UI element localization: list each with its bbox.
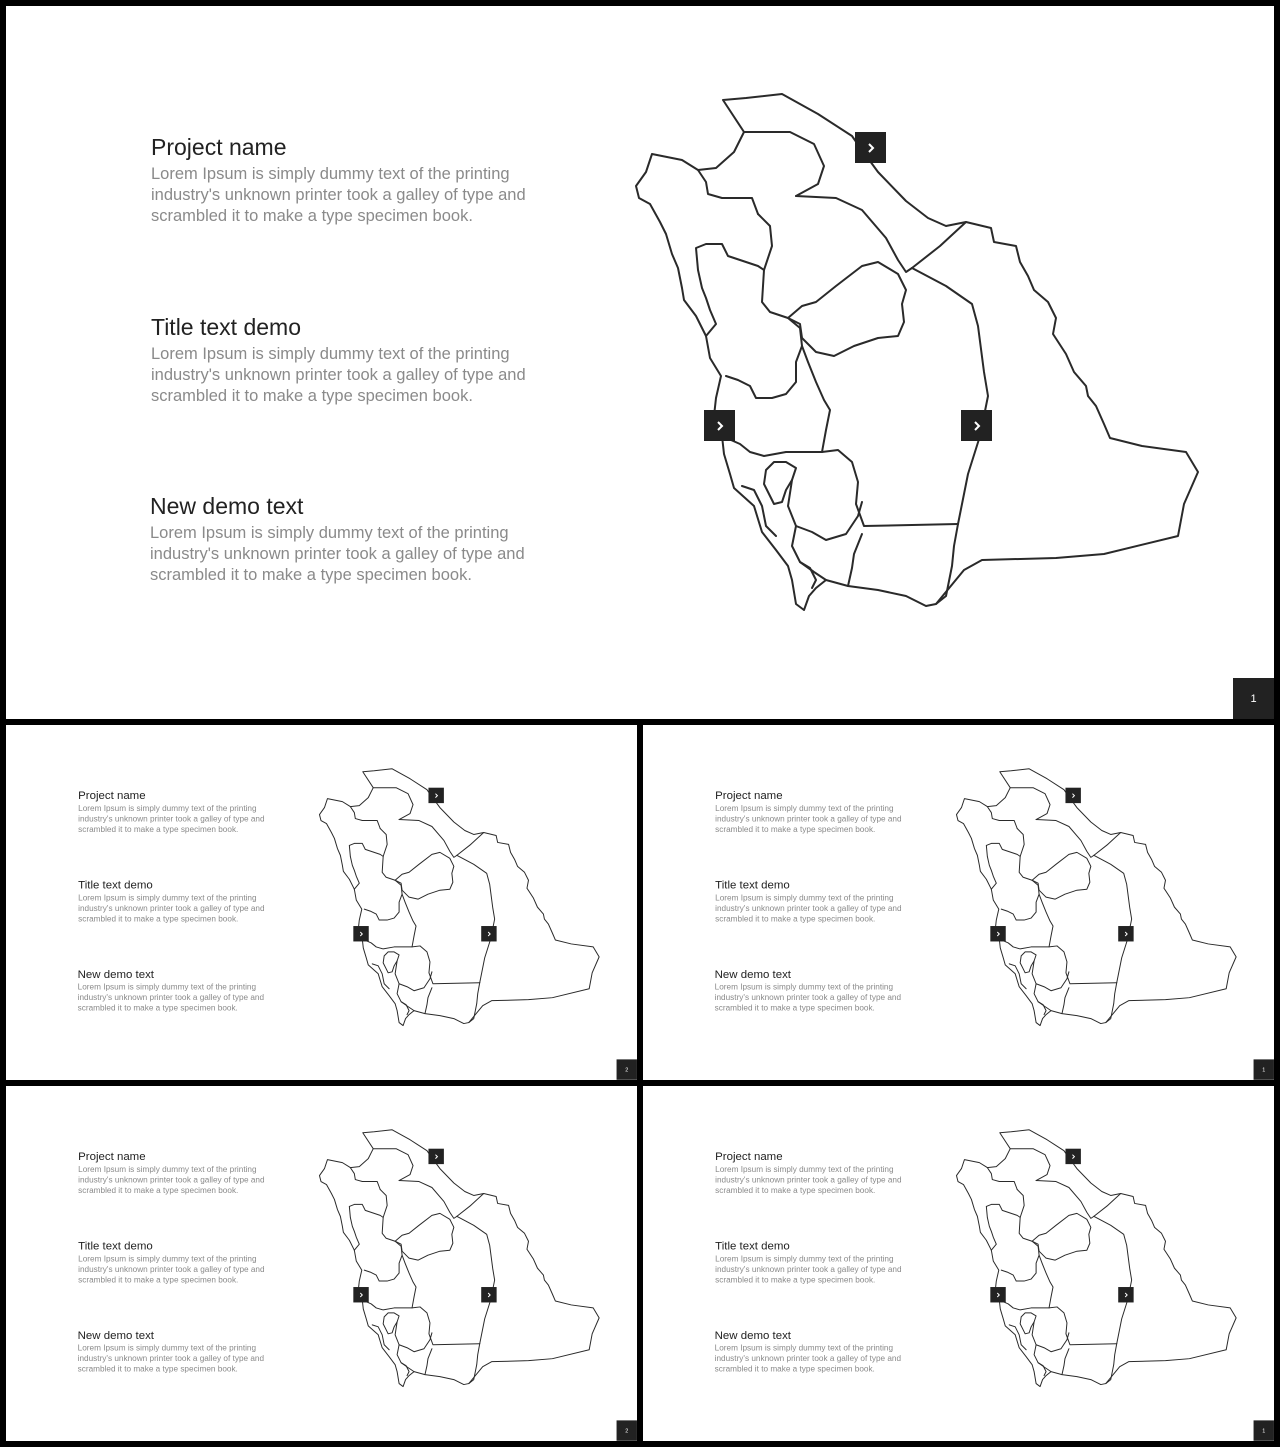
chevron-right-icon (486, 1292, 492, 1298)
page-number (1233, 678, 1274, 719)
block-title: New demo text (77, 1328, 154, 1342)
page-number-text: 1 (1250, 692, 1257, 705)
block-body: Lorem Ipsum is simply dummy text of the printing industry's unknown printer took a galley of type and scrambled it to make a type specimen book. (714, 1343, 902, 1374)
slide-large[interactable] (6, 6, 1274, 719)
saudi-arabia-map-icon (643, 725, 1274, 1080)
map-marker-west[interactable] (990, 1287, 1005, 1302)
block-body: Lorem Ipsum is simply dummy text of the printing industry's unknown printer took a galley of type and scrambled it to make a type specimen book. (715, 1254, 902, 1285)
chevron-right-icon (714, 420, 726, 432)
chevron-right-icon (486, 931, 492, 937)
block-body: Lorem Ipsum is simply dummy text of the printing industry's unknown printer took a galley of type and scrambled it to make a type specimen book. (77, 1343, 265, 1374)
block-body: Lorem Ipsum is simply dummy text of the printing industry's unknown printer took a galley of type and scrambled it to make a type specimen book. (150, 524, 525, 584)
page-number-text: 1 (1262, 1427, 1266, 1434)
map-marker-west[interactable] (990, 926, 1005, 941)
chevron-right-icon (995, 931, 1001, 937)
chevron-right-icon (433, 792, 439, 798)
map-marker-west[interactable] (353, 926, 368, 941)
chevron-right-icon (358, 1292, 364, 1298)
block-title: New demo text (714, 967, 791, 981)
map-marker-east[interactable] (961, 410, 992, 441)
chevron-right-icon (971, 420, 983, 432)
block-body: Lorem Ipsum is simply dummy text of the printing industry's unknown printer took a galley of type and scrambled it to make a type specimen book. (151, 345, 526, 405)
slide-thumbnail-3[interactable] (6, 1086, 637, 1441)
block-body: Lorem Ipsum is simply dummy text of the printing industry's unknown printer took a galley of type and scrambled it to make a type specimen book. (715, 804, 902, 834)
page-number (1254, 1420, 1274, 1440)
block-body: Lorem Ipsum is simply dummy text of the printing industry's unknown printer took a galley of type and scrambled it to make a type specimen book. (78, 804, 265, 834)
map-marker-east[interactable] (1118, 1287, 1133, 1302)
block-title: New demo text (77, 967, 154, 981)
chevron-right-icon (358, 931, 364, 937)
map-marker-east[interactable] (481, 926, 496, 941)
block-title: New demo text (714, 1328, 791, 1342)
block-title: New demo text (150, 493, 304, 519)
saudi-arabia-map-icon (6, 1086, 637, 1441)
map-marker-east[interactable] (1118, 926, 1133, 941)
chevron-right-icon (1070, 1153, 1076, 1159)
block-title: Title text demo (715, 1239, 790, 1253)
block-title: Project name (78, 1149, 146, 1163)
chevron-right-icon (1123, 1292, 1129, 1298)
chevron-right-icon (1123, 931, 1129, 937)
page-number-text: 1 (1262, 1066, 1266, 1073)
map-marker-west[interactable] (704, 410, 735, 441)
chevron-right-icon (995, 1292, 1001, 1298)
map-marker-north[interactable] (1065, 788, 1080, 803)
map-marker-east[interactable] (481, 1287, 496, 1302)
page-number (617, 1059, 637, 1079)
block-title: Project name (78, 788, 146, 802)
slide-thumbnail-2[interactable] (643, 725, 1274, 1080)
block-title: Title text demo (78, 878, 153, 892)
page-number-text: 2 (625, 1066, 629, 1073)
block-title: Title text demo (715, 878, 790, 892)
block-title: Title text demo (151, 314, 301, 340)
map-marker-north[interactable] (855, 132, 886, 163)
chevron-right-icon (1070, 792, 1076, 798)
slide-thumbnail-1[interactable] (6, 725, 637, 1080)
block-body: Lorem Ipsum is simply dummy text of the printing industry's unknown printer took a galley of type and scrambled it to make a type specimen book. (715, 1165, 902, 1195)
page-number (617, 1420, 637, 1440)
block-title: Project name (715, 1149, 783, 1163)
saudi-arabia-map-icon (6, 725, 637, 1080)
map-marker-west[interactable] (353, 1287, 368, 1302)
block-body: Lorem Ipsum is simply dummy text of the printing industry's unknown printer took a galley of type and scrambled it to make a type specimen book. (78, 1165, 265, 1195)
chevron-right-icon (865, 142, 877, 154)
slide-thumbnail-4[interactable] (643, 1086, 1274, 1441)
page-number (1254, 1059, 1274, 1079)
block-body: Lorem Ipsum is simply dummy text of the printing industry's unknown printer took a galley of type and scrambled it to make a type specimen book. (78, 893, 265, 924)
saudi-arabia-map-icon (6, 6, 1274, 719)
saudi-arabia-map-icon (643, 1086, 1274, 1441)
chevron-right-icon (433, 1153, 439, 1159)
block-body: Lorem Ipsum is simply dummy text of the printing industry's unknown printer took a galley of type and scrambled it to make a type specimen book. (78, 1254, 265, 1285)
block-body: Lorem Ipsum is simply dummy text of the printing industry's unknown printer took a galley of type and scrambled it to make a type specimen book. (714, 982, 902, 1013)
map-marker-north[interactable] (428, 788, 443, 803)
block-title: Title text demo (78, 1239, 153, 1253)
block-title: Project name (151, 134, 287, 160)
map-marker-north[interactable] (428, 1149, 443, 1164)
block-body: Lorem Ipsum is simply dummy text of the printing industry's unknown printer took a galley of type and scrambled it to make a type specimen book. (715, 893, 902, 924)
block-body: Lorem Ipsum is simply dummy text of the printing industry's unknown printer took a galley of type and scrambled it to make a type specimen book. (151, 165, 526, 225)
map-marker-north[interactable] (1065, 1149, 1080, 1164)
page-number-text: 2 (625, 1427, 629, 1434)
block-title: Project name (715, 788, 783, 802)
block-body: Lorem Ipsum is simply dummy text of the printing industry's unknown printer took a galley of type and scrambled it to make a type specimen book. (77, 982, 265, 1013)
